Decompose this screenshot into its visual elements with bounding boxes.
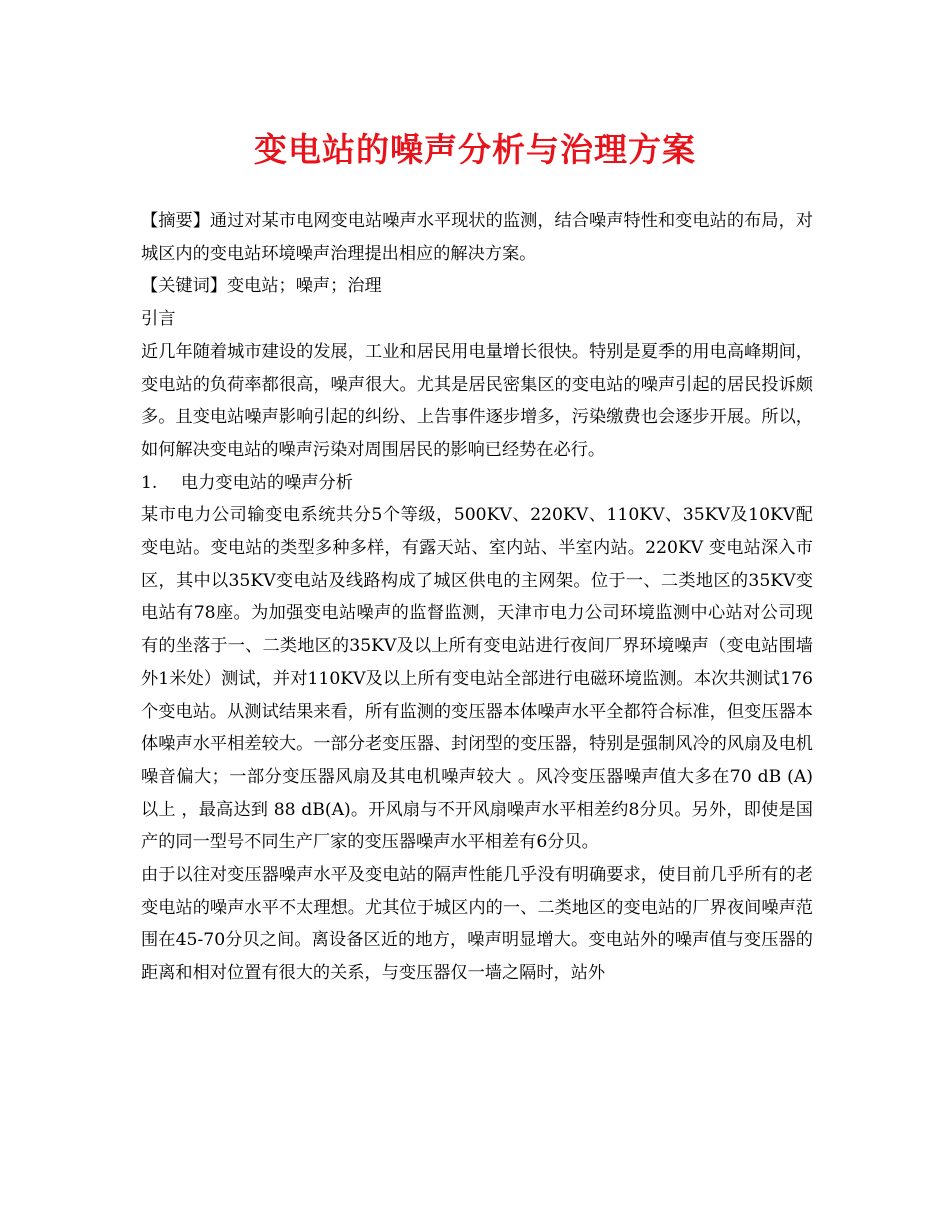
section-1-heading [141, 467, 813, 500]
intro-paragraph: 近几年随着城市建设的发展，工业和居民用电量增长很快。特别是夏季的用电高峰期间，变电站的负荷率都很高，噪声很大。尤其是居民密集区的变电站的噪声引起的居民投诉颇多。且变电站噪声影响引起的纠纷、上告事件逐步增多，污染缴费也会逐步开展。所以，如何解决变电站的噪声污染对周围居民的影响已经势在必行。 [141, 341, 813, 460]
document-title: 变电站的噪声分析与治理方案 [254, 130, 696, 169]
section-1-paragraph-2: 由于以往对变压器噪声水平及变电站的隔声性能几乎没有明确要求，使目前几乎所有的老变电站的噪声水平不太理想。尤其位于城区内的一、二类地区的变电站的厂界夜间噪声范围在45-70分贝之间。离设备区近的地方，噪声明显增大。变电站外的噪声值与变压器的距离和相对位置有很大的关系，与变压器仅一墙之隔时，站外 [141, 865, 813, 984]
intro-heading: 引言 [141, 309, 176, 330]
section-1-title: 电力变电站的噪声分析 [181, 472, 353, 493]
keywords-paragraph: 【关键词】变电站；噪声；治理 [141, 276, 382, 297]
document-body [141, 205, 813, 990]
section-1-number: 1. [141, 472, 158, 493]
abstract-paragraph: 【摘要】通过对某市电网变电站噪声水平现状的监测，结合噪声特性和变电站的布局，对城区内的变电站环境噪声治理提出相应的解决方案。 [141, 211, 813, 264]
section-1-paragraph-1: 某市电力公司输变电系统共分5个等级，500KV、220KV、110KV、35KV及10KV配变电站。变电站的类型多种多样，有露天站、室内站、半室内站。220KV 变电站深入市区，其中以35KV变电站及线路构成了城区供电的主网架。位于一、二类地区的35KV变电站有78座。为加强变电站噪声的监督监测，天津市电力公司环境监测中心站对公司现有的坐落于一、二类地区的35KV及以上所有变电站进行夜间厂界环境噪声（变电站围墙外1米处）测试，并对110KV及以上所有变电站全部进行电磁环境监测。本次共测试176个变电站。从测试结果来看，所有监测的变压器本体噪声水平全都符合标准，但变压器本体噪声水平相差较大。一部分老变压器、封闭型的变压器，特别是强制风冷的风扇及电机噪音偏大；一部分变压器风扇及其电机噪声较大 。风冷变压器噪声值大多在70 dB (A)以上 ，最高达到 88 dB(A)。开风扇与不开风扇噪声水平相差约8分贝。另外，即使是国产的同一型号不同生产厂家的变压器噪声水平相差有6分贝。 [141, 505, 813, 853]
